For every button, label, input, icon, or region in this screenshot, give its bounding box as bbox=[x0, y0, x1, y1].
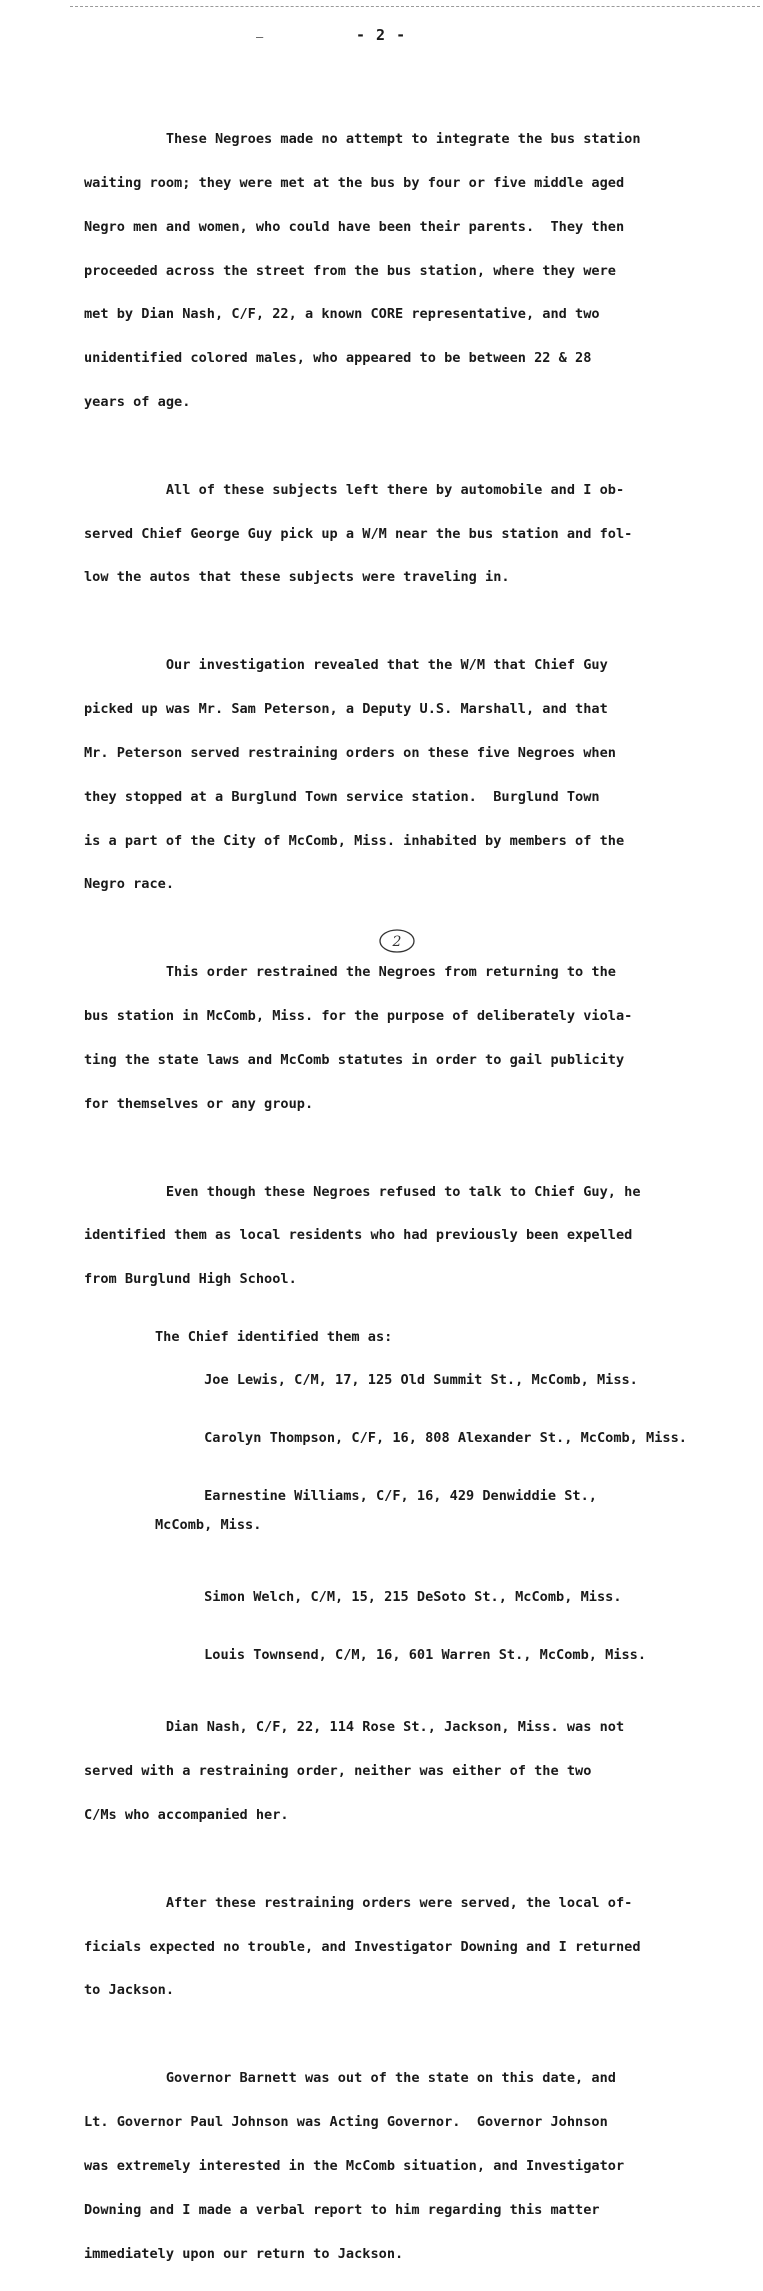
text-line: to Jackson. bbox=[84, 1982, 175, 1999]
subject-line: Earnestine Williams, C/F, 16, 429 Denwiddie St., bbox=[204, 1487, 597, 1504]
paragraph-returned bbox=[84, 1867, 714, 2028]
text-line: ficials expected no trouble, and Investigator Downing and I returned bbox=[84, 1938, 641, 1955]
subject-entry bbox=[84, 1359, 714, 1403]
handwritten-circled-page-number bbox=[378, 928, 416, 954]
paragraph-restraining-order bbox=[84, 936, 714, 1140]
text-line: was extremely interested in the McComb situation, and Investigator bbox=[84, 2158, 625, 2174]
text-line: met by Dian Nash, C/F, 22, a known CORE representative, and two bbox=[84, 306, 600, 323]
text-line: proceeded across the street from the bus station, where they were bbox=[84, 262, 616, 279]
text-line: Negro race. bbox=[84, 876, 175, 893]
text-line: Dian Nash, C/F, 22, 114 Rose St., Jackson, Miss. was not bbox=[84, 1719, 625, 1736]
paragraph-bus-station bbox=[84, 103, 714, 439]
paragraph-identified bbox=[84, 1155, 714, 1316]
text-line: bus station in McComb, Miss. for the purpose of deliberately viola- bbox=[84, 1008, 633, 1025]
text-line: picked up was Mr. Sam Peterson, a Deputy U.S. Marshall, and that bbox=[84, 701, 608, 718]
text-line: for themselves or any group. bbox=[84, 1095, 314, 1112]
text-line: Even though these Negroes refused to talk to Chief Guy, he bbox=[84, 1183, 641, 1200]
text-line: years of age. bbox=[84, 393, 191, 410]
text-line: These Negroes made no attempt to integrate the bus station bbox=[84, 131, 641, 148]
text-line: identified them as local residents who had previously been expelled bbox=[84, 1227, 633, 1244]
stray-mark: ‒ bbox=[256, 30, 264, 44]
circled-digit: 2 bbox=[392, 934, 402, 950]
text-line: served with a restraining order, neither was either of the two bbox=[84, 1763, 592, 1780]
text-line: is a part of the City of McComb, Miss. inhabited by members of the bbox=[84, 832, 625, 849]
text-line: Our investigation revealed that the W/M that Chief Guy bbox=[84, 657, 608, 674]
text-line: Negro men and women, who could have been their parents. They then bbox=[84, 218, 625, 235]
text-line: Mr. Peterson served restraining orders on these five Negroes when bbox=[84, 744, 616, 761]
paragraph-investigation bbox=[84, 629, 714, 921]
text-line: This order restrained the Negroes from returning to the bbox=[84, 964, 616, 981]
subject-line: Louis Townsend, C/M, 16, 601 Warren St., McComb, Miss. bbox=[204, 1647, 647, 1663]
paragraph-automobile bbox=[84, 454, 714, 615]
subject-entry bbox=[84, 1576, 714, 1620]
document-body bbox=[84, 103, 714, 2290]
text-line: Governor Barnett was out of the state on this date, and bbox=[84, 2070, 616, 2087]
chief-identified-heading: The Chief identified them as: bbox=[155, 1328, 393, 1345]
page-number: - 2 - bbox=[356, 26, 407, 44]
text-line: Downing and I made a verbal report to him regarding this matter bbox=[84, 2201, 600, 2218]
text-line: served Chief George Guy pick up a W/M near the bus station and fol- bbox=[84, 525, 633, 542]
text-line: ting the state laws and McComb statutes in order to gail publicity bbox=[84, 1051, 625, 1068]
text-line: low the autos that these subjects were traveling in. bbox=[84, 569, 510, 586]
subject-line: Simon Welch, C/M, 15, 215 DeSoto St., McComb, Miss. bbox=[204, 1589, 622, 1606]
text-line: After these restraining orders were served, the local of- bbox=[84, 1894, 633, 1911]
subject-line: Joe Lewis, C/M, 17, 125 Old Summit St., McComb, Miss. bbox=[204, 1372, 638, 1389]
text-line: All of these subjects left there by automobile and I ob- bbox=[84, 481, 625, 498]
subject-entry bbox=[84, 1474, 714, 1562]
text-line: unidentified colored males, who appeared to be between 22 & 28 bbox=[84, 350, 592, 367]
subject-entry bbox=[84, 1416, 714, 1460]
paragraph-dian-nash bbox=[84, 1691, 714, 1852]
text-line: C/Ms who accompanied her. bbox=[84, 1806, 289, 1823]
text-line: they stopped at a Burglund Town service station. Burglund Town bbox=[84, 788, 600, 805]
paragraph-governor bbox=[84, 2042, 714, 2290]
text-line: Lt. Governor Paul Johnson was Acting Governor. Governor Johnson bbox=[84, 2114, 608, 2131]
text-line: waiting room; they were met at the bus by four or five middle aged bbox=[84, 174, 625, 191]
text-line: immediately upon our return to Jackson. bbox=[84, 2245, 404, 2262]
text-line: from Burglund High School. bbox=[84, 1271, 297, 1288]
top-edge-rule bbox=[70, 6, 760, 7]
subject-list bbox=[84, 1359, 714, 1678]
subject-entry bbox=[84, 1633, 714, 1677]
subject-line: Carolyn Thompson, C/F, 16, 808 Alexander St., McComb, Miss. bbox=[204, 1429, 687, 1446]
subject-line-continued: McComb, Miss. bbox=[155, 1516, 262, 1533]
